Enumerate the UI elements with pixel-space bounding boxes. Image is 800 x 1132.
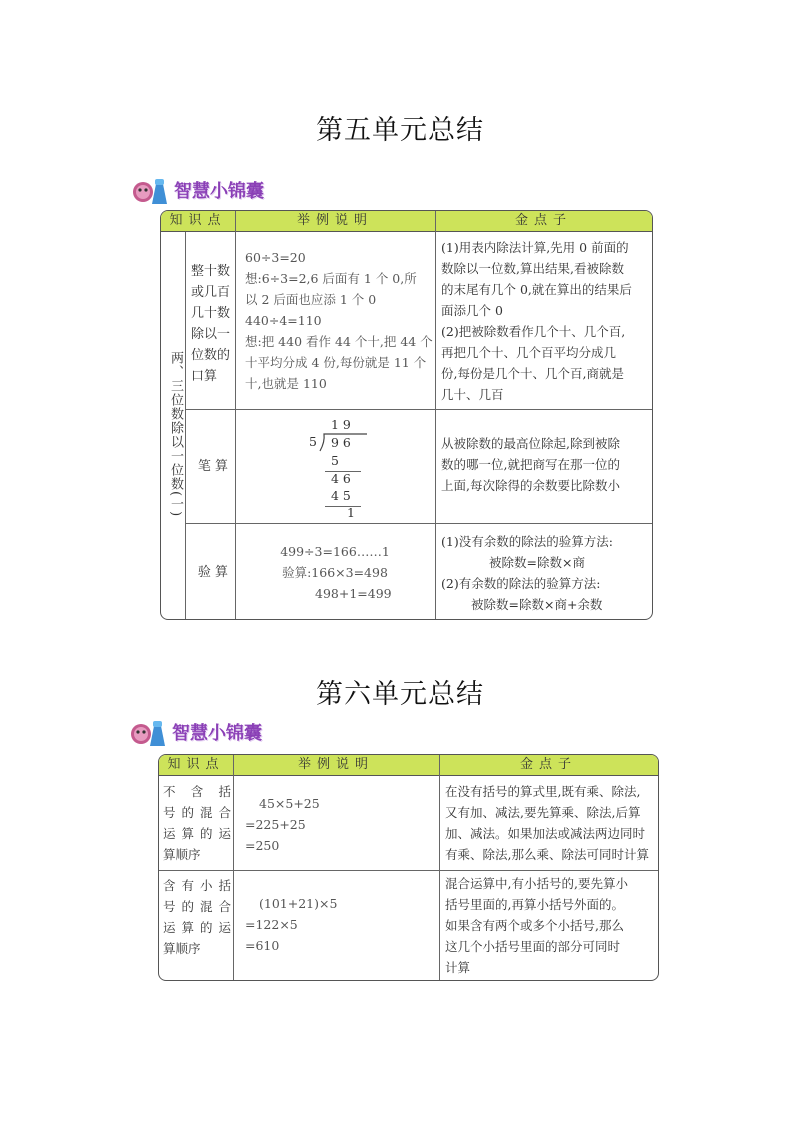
unit5-row1-example: 60÷3=20 想:6÷3=2,6 后面有 1 个 0,所 以 2 后面也应添 1 个 0 440÷4=110 想:把 440 看作 44 个十,把 44 个 十平均分成 4 份,每份就是 11 个 十,也就是 110 [245, 250, 433, 391]
ld-remainder: 1 [347, 505, 355, 520]
unit5-header-tips: 金点子 [514, 213, 572, 228]
unit5-row3-name: 验 算 [197, 565, 229, 580]
long-division [301, 417, 381, 520]
unit5-row2-name: 笔 算 [197, 459, 229, 474]
unit5-header-example: 举例说明 [296, 213, 373, 228]
ld-dividend: 9 6 [331, 435, 351, 450]
unit5-header-knowledge: 知识点 [169, 213, 227, 228]
unit5-row3-tips: (1)没有余数的除法的验算方法: 被除数=除数×商 (2)有余数的除法的验算方法: 被除数=除数×商+余数 [441, 534, 613, 612]
mascot-icon [132, 174, 168, 206]
ld-step2: 4 6 [331, 471, 351, 486]
ld-step1: 5 [331, 453, 339, 468]
unit6-table [158, 754, 659, 981]
unit6-row2-tips: 混合运算中,有小括号的,要先算小 括号里面的,再算小括号外面的。 如果含有两个或多个小括号,那么 这几个小括号里面的部分可同时 计算 [445, 876, 628, 975]
unit6-badge-label: 智慧小锦囊 [172, 723, 262, 744]
unit6-row2-example: (101+21)×5 =122×5 =610 [245, 896, 338, 953]
unit5-row3-example: 499÷3=166……1 验算:166×3=498 498+1=499 [280, 544, 392, 601]
unit6-row1-example: 45×5+25 =225+25 =250 [245, 796, 320, 853]
unit6-row2-name: 含有小括 号的混合 运算的运 算顺序 [163, 878, 231, 956]
ld-divisor: 5 [309, 434, 317, 449]
unit6-header-knowledge: 知识点 [167, 757, 225, 772]
unit5-badge [132, 174, 264, 206]
unit5-row1-name: 整十数或几百几十数除以一位数的口算 [191, 264, 231, 384]
unit6-row1-name: 不含括 号的混合 运算的运 算顺序 [163, 784, 231, 862]
ld-step3: 4 5 [331, 488, 351, 503]
unit5-table [160, 210, 653, 620]
mascot-icon [130, 716, 166, 748]
ld-quotient: 1 9 [331, 417, 351, 432]
unit6-title: 第六单元总结 [316, 679, 484, 710]
unit6-header-tips: 金点子 [519, 757, 577, 772]
unit6-row1-tips: 在没有括号的算式里,既有乘、除法, 又有加、减法,要先算乘、除法,后算 加、减法。如果加法或减法两边同时 有乘、除法,那么乘、除法可同时计算 [445, 784, 649, 862]
unit5-row2-tips: 从被除数的最高位除起,除到被除 数的哪一位,就把商写在那一位的 上面,每次除得的余数要比除数小 [441, 436, 620, 493]
unit6-badge [130, 716, 262, 748]
unit5-title: 第五单元总结 [316, 115, 484, 146]
unit5-badge-label: 智慧小锦囊 [174, 181, 264, 202]
unit5-topic: 两、三位数除以一位数(一) [168, 351, 183, 518]
unit6-header-example: 举例说明 [297, 757, 374, 772]
unit5-row1-tips: (1)用表内除法计算,先用 0 前面的 数除以一位数,算出结果,看被除数 的末尾有几个 0,就在算出的结果后 面添几个 0 (2)把被除数看作几个十、几个百, 再把几个十、几个百平均分成几 份,每份是几个十、几个百,商就是 几十、几百 [441, 240, 632, 402]
